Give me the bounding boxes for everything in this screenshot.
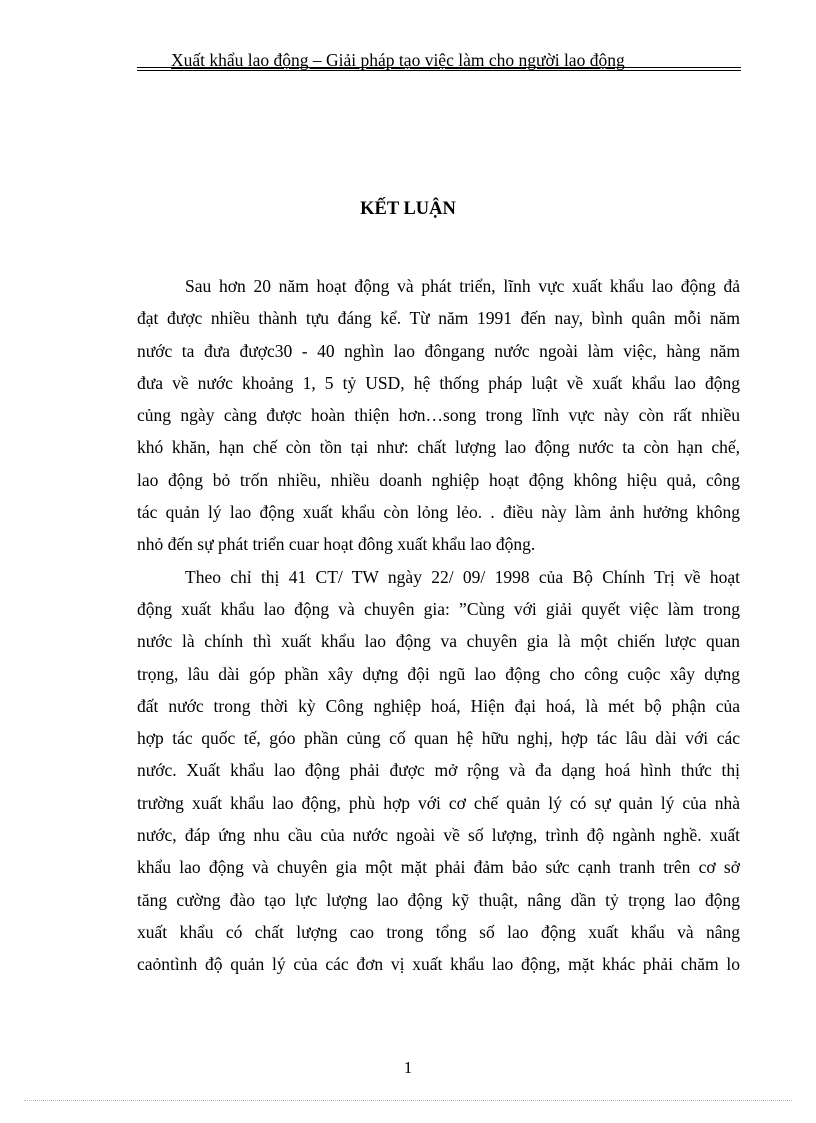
paragraph-line: Theo chỉ thị 41 CT/ TW ngày 22/ 09/ 1998 của Bộ Chính Trị về hoạt: [185, 566, 740, 587]
document-body: [137, 270, 740, 981]
paragraph-line: động xuất khẩu lao động và chuyên gia: ”Cùng với giải quyết việc làm trong: [137, 598, 740, 619]
paragraph-line: khó khăn, hạn chế còn tồn tại như: chất lượng lao động nước ta còn hạn chế,: [137, 437, 740, 458]
header-rule-top: [137, 67, 741, 68]
paragraph-line: nước ta đưa được30 - 40 nghìn lao đôngang nước ngoài làm việc, hàng năm: [137, 340, 740, 361]
paragraph-line: trường xuất khẩu lao động, phù hợp với cơ chế quản lý có sự quản lý của nhà: [137, 792, 740, 813]
page-number: 1: [403, 1058, 413, 1077]
paragraph-line: hợp tác quốc tế, góo phần củng cố quan hệ hữu nghị, hợp tác lâu dài với các: [137, 728, 740, 749]
paragraph-line: khẩu lao động và chuyên gia một mặt phải đảm bảo sức cạnh tranh trên cơ sở: [137, 857, 740, 878]
paragraph-line: nước, đáp ứng nhu cầu của nước ngoài về số lượng, trình độ ngành nghề. xuất: [137, 825, 740, 846]
paragraph-line: tăng cường đào tạo lực lượng lao động kỹ thuật, nâng dần tỷ trọng lao động: [137, 889, 740, 910]
paragraph-line: xuất khẩu có chất lượng cao trong tổng số lao động xuất khẩu và nâng: [137, 921, 740, 942]
paragraph-line: đạt được nhiều thành tựu đáng kể. Từ năm 1991 đến nay, bình quân mỗi năm: [137, 308, 740, 329]
paragraph-line: caỏntình độ quản lý của các đơn vị xuất khẩu lao động, mặt khác phải chăm lo: [137, 954, 740, 975]
paragraph-line: lao động bỏ trốn nhiều, nhiều doanh nghiệp hoạt động không hiệu quả, công: [137, 469, 740, 490]
document-title: KẾT LUẬN: [360, 199, 456, 219]
page-bottom-divider: [24, 1100, 792, 1101]
header-title: Xuất khẩu lao động – Giải pháp tạo việc làm cho người lao động: [171, 50, 625, 70]
paragraph-line: tác quản lý lao động xuất khẩu còn lỏng lẻo. . điều này làm ảnh hưởng không: [137, 502, 740, 523]
paragraph-line: đưa về nước khoảng 1, 5 tỷ USD, hệ thống pháp luật về xuất khẩu lao động: [137, 372, 740, 393]
paragraph-line: Sau hơn 20 năm hoạt động và phát triển, lĩnh vực xuất khẩu lao động đả: [185, 276, 740, 296]
paragraph-line: nhỏ đến sự phát triển cuar hoạt đông xuất khẩu lao động.: [137, 534, 536, 555]
header-rule-bottom: [137, 70, 741, 71]
paragraph-line: trọng, lâu dài góp phần xây dựng đội ngũ lao động cho công cuộc xây dựng: [137, 663, 740, 684]
paragraph-line: đất nước trong thời kỳ Công nghiệp hoá, Hiện đại hoá, là mét bộ phận của: [137, 695, 740, 716]
paragraph-line: củng ngày càng được hoàn thiện hơn…song trong lĩnh vực này còn rất nhiều: [137, 405, 740, 426]
paragraph-line: nước. Xuất khẩu lao động phải được mở rộng và đa dạng hoá hình thức thị: [137, 760, 740, 781]
paragraph-line: nước là chính thì xuất khẩu lao động va chuyên gia là một chiến lược quan: [137, 631, 740, 652]
